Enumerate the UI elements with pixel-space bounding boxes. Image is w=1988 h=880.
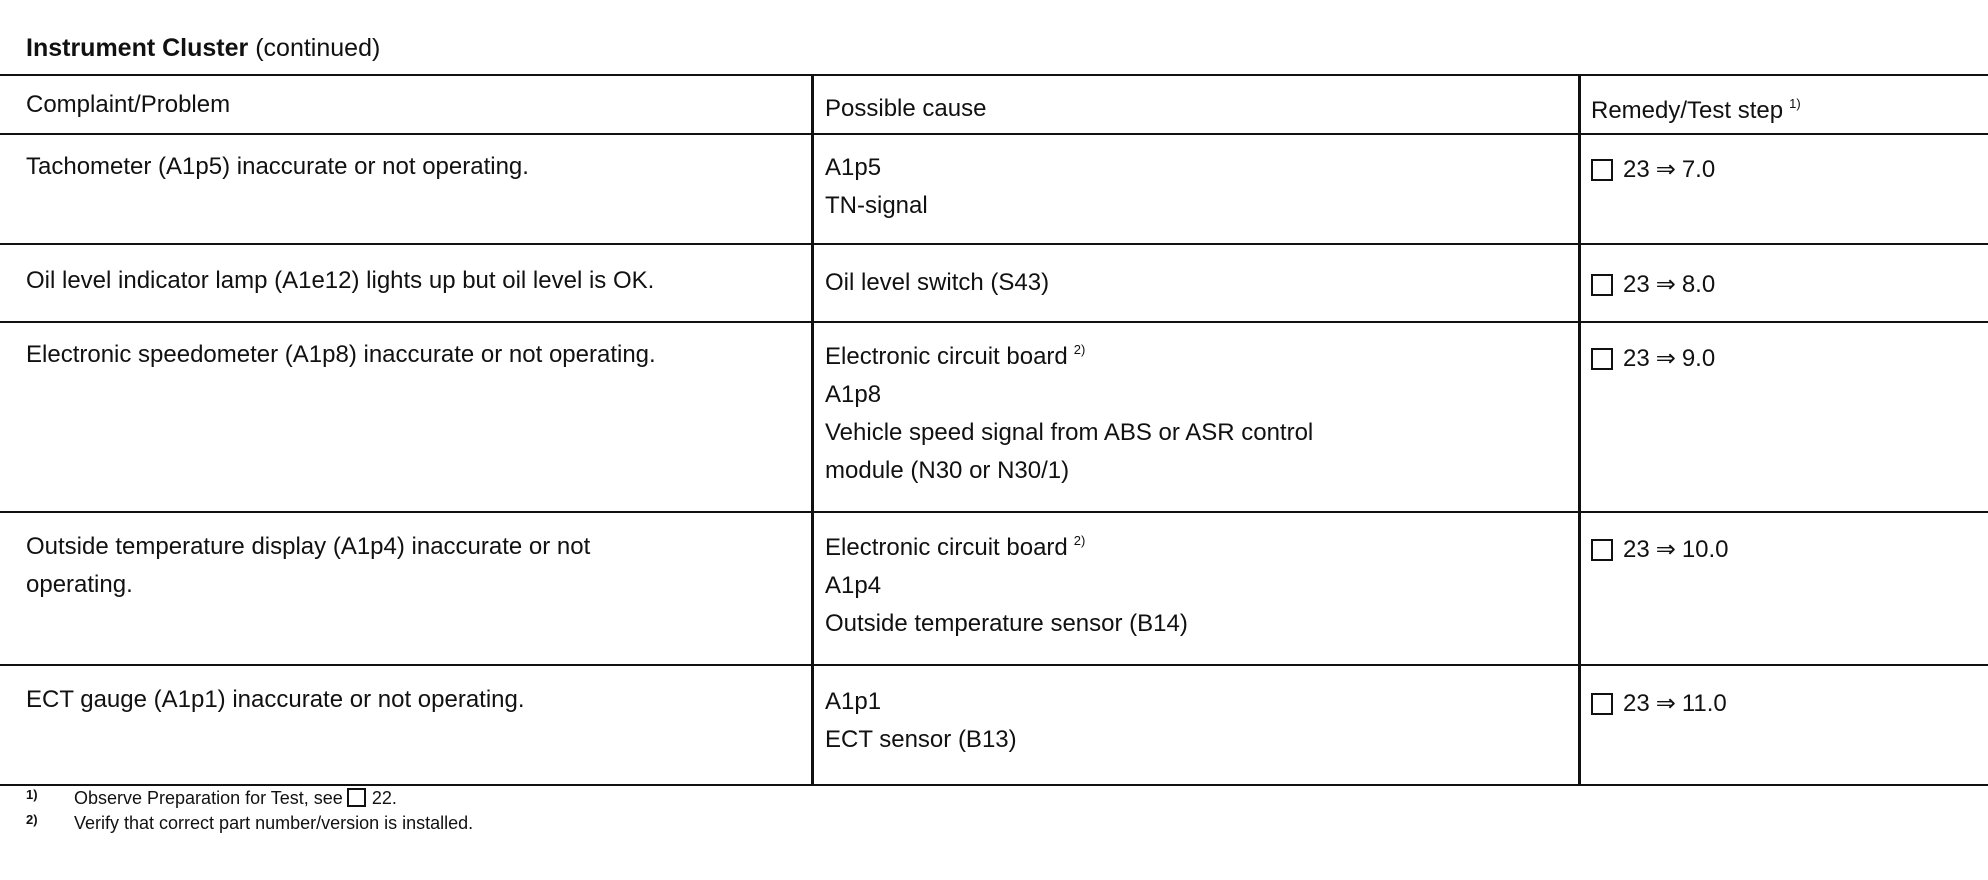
reference-box-icon [1591,539,1613,561]
header-remedy-label: Remedy/Test step [1591,97,1784,124]
complaint-text: Outside temperature display (A1p4) inaccurate or not [26,533,591,560]
cause-footnote: 2) [1073,342,1086,357]
header-cause-label: Possible cause [825,95,987,122]
column-divider [1578,74,1581,786]
remedy-ref: 23 [1623,690,1650,717]
title-main: Instrument Cluster [26,34,249,62]
reference-box-icon [1591,348,1613,370]
remedy-step: 11.0 [1681,690,1727,717]
row-4-complaint [26,528,590,604]
double-arrow-icon: ⇒ [1655,536,1676,563]
remedy-step: 8.0 [1681,271,1716,298]
complaint-text: ECT gauge (A1p1) inaccurate or not operating. [26,686,525,713]
cause-line [825,338,1313,376]
remedy-ref: 23 [1623,156,1650,183]
row-5-remedy [1591,685,1727,723]
row-1-causes [825,149,928,225]
header-cause [825,90,986,128]
complaint-text: operating. [26,571,133,598]
reference-box-icon [1591,159,1613,181]
cause-footnote: 2) [1073,533,1086,548]
footnote-mark: 1) [26,787,38,802]
double-arrow-icon: ⇒ [1655,156,1676,183]
cause-text: TN-signal [825,192,928,219]
row-divider [0,243,1988,245]
remedy-ref: 23 [1623,536,1650,563]
row-2-complaint [26,262,654,300]
page-title [26,33,380,63]
footnote-text [74,786,397,811]
double-arrow-icon: ⇒ [1655,690,1676,717]
header-complaint [26,86,230,124]
header-remedy-footnote: 1) [1789,96,1801,111]
row-1-complaint [26,148,529,186]
footnote-text-before: Observe Preparation for Test, see [74,788,343,808]
header-complaint-label: Complaint/Problem [26,91,231,118]
footnote-text-before: Verify that correct part number/version is installed. [74,813,474,833]
row-divider [0,511,1988,513]
cause-text: Electronic circuit board [825,534,1068,561]
row-4-remedy [1591,531,1729,569]
remedy-step: 7.0 [1681,156,1716,183]
cause-text: A1p5 [825,154,882,181]
footnote-ref: 22. [371,788,397,808]
table-top-rule [0,74,1988,76]
reference-box-icon [1591,274,1613,296]
column-divider [811,74,814,786]
row-divider [0,321,1988,323]
double-arrow-icon: ⇒ [1655,271,1676,298]
row-divider [0,664,1988,666]
double-arrow-icon: ⇒ [1655,345,1676,372]
reference-box-icon [1591,693,1613,715]
remedy-step: 9.0 [1681,345,1716,372]
row-5-causes [825,683,1017,759]
cause-text: Outside temperature sensor (B14) [825,610,1188,637]
complaint-text: Oil level indicator lamp (A1e12) lights up but oil level is OK. [26,267,655,294]
cause-text: Electronic circuit board [825,343,1068,370]
remedy-ref: 23 [1623,271,1650,298]
cause-text: A1p1 [825,688,882,715]
row-2-remedy [1591,266,1715,304]
row-5-complaint [26,681,525,719]
row-1-remedy [1591,151,1715,189]
cause-text: A1p8 [825,381,882,408]
complaint-text: Tachometer (A1p5) inaccurate or not operating. [26,153,529,180]
footnote-mark: 2) [26,812,38,827]
cause-text: Oil level switch (S43) [825,269,1050,296]
cause-line [825,529,1188,567]
footnote-text [74,811,473,836]
row-4-causes [825,529,1188,643]
cause-text: A1p4 [825,572,882,599]
remedy-ref: 23 [1623,345,1650,372]
row-3-causes [825,338,1313,490]
row-2-causes [825,264,1049,302]
cause-text: Vehicle speed signal from ABS or ASR control [825,419,1314,446]
cause-text: ECT sensor (B13) [825,726,1017,753]
row-3-remedy [1591,340,1715,378]
reference-box-icon [347,788,366,807]
cause-text: module (N30 or N30/1) [825,457,1070,484]
row-3-complaint [26,336,656,374]
complaint-text: Electronic speedometer (A1p8) inaccurate or not operating. [26,341,656,368]
header-bottom-rule [0,133,1988,135]
remedy-step: 10.0 [1681,536,1729,563]
title-suffix: (continued) [255,34,381,62]
header-remedy [1591,92,1801,130]
